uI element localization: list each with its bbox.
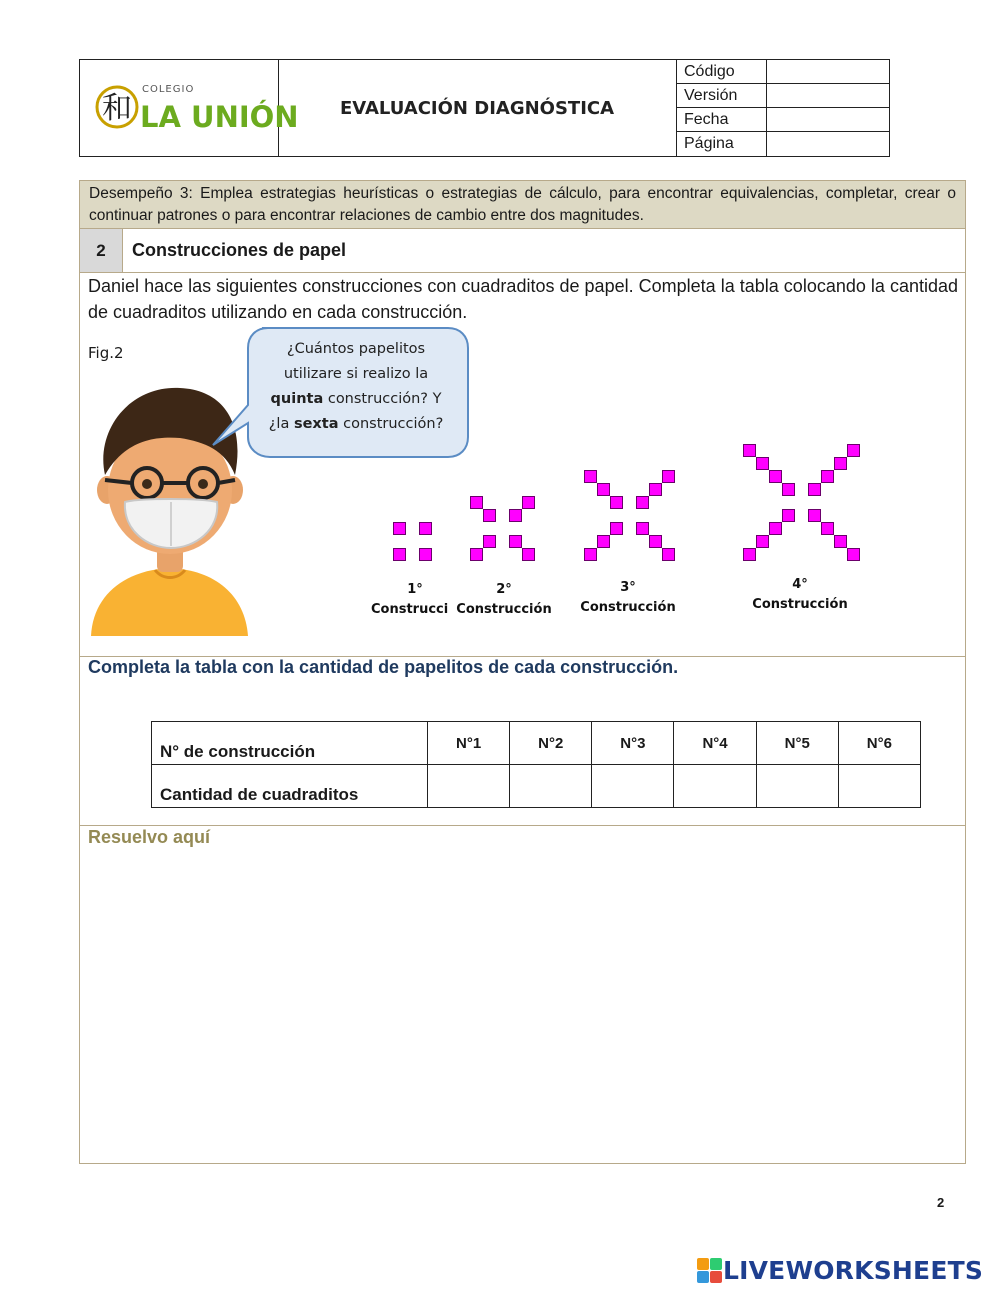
paper-square: [471, 497, 483, 509]
bubble-line: utilizare si realizo la: [283, 366, 429, 382]
paper-square: [523, 497, 535, 509]
paper-square: [770, 523, 782, 535]
paper-square: [510, 510, 522, 522]
paper-square: [420, 549, 432, 561]
speech-bubble-text: [250, 337, 462, 437]
bubble-line: ¿Cuántos papelitos: [286, 341, 426, 357]
col-header: N°1: [428, 722, 510, 765]
construction-ordinal: 4°: [792, 577, 808, 592]
bubble-text-span: ¿la: [268, 416, 294, 432]
paper-square: [744, 445, 756, 457]
paper-square: [611, 523, 623, 535]
paper-square: [848, 549, 860, 561]
work-area[interactable]: [80, 853, 965, 1163]
paper-square: [663, 471, 675, 483]
construction-2-figure: [470, 496, 535, 566]
answer-cell-5[interactable]: [756, 765, 838, 808]
construction-word: Construcción: [456, 602, 552, 617]
logo-glyph: 和: [102, 91, 132, 126]
document-title: EVALUACIÓN DIAGNÓSTICA: [278, 60, 677, 156]
meta-row-fecha: [676, 108, 890, 132]
work-area-label: Resuelvo aquí: [88, 827, 211, 847]
answer-cell-3[interactable]: [592, 765, 674, 808]
paper-square: [510, 536, 522, 548]
figure-label: Fig.2: [88, 344, 124, 362]
meta-label: Versión: [676, 84, 767, 107]
question-title: Construcciones de papel: [132, 240, 347, 260]
paper-square: [744, 549, 756, 561]
paper-square: [835, 458, 847, 470]
paper-square: [848, 445, 860, 457]
construction-3-figure: [584, 470, 675, 566]
construction-ordinal: 1°: [407, 582, 423, 597]
logo-school-small: COLEGIO: [142, 84, 195, 95]
meta-label: Código: [676, 60, 767, 83]
paper-square: [835, 536, 847, 548]
construction-1-label: [366, 580, 464, 620]
question-number: 2: [80, 229, 123, 272]
liveworksheets-wordmark: LIVEWORKSHEETS: [723, 1256, 984, 1285]
table-row: [152, 765, 921, 808]
paper-square: [484, 536, 496, 548]
document-header: [79, 59, 890, 157]
liveworksheets-icon: [697, 1258, 723, 1284]
paper-square: [598, 536, 610, 548]
answer-cell-2[interactable]: [510, 765, 592, 808]
paper-square: [471, 549, 483, 561]
paper-square: [484, 510, 496, 522]
paper-square: [420, 523, 432, 535]
page-number: 2: [937, 1195, 945, 1210]
paper-square: [637, 523, 649, 535]
construction-word: Construcción: [580, 600, 676, 615]
construction-3-svg: [584, 470, 675, 561]
divider: [80, 825, 965, 826]
construction-ordinal: 2°: [496, 582, 512, 597]
bubble-line: [250, 387, 462, 412]
paper-square: [585, 549, 597, 561]
meta-label: Página: [676, 132, 767, 156]
construction-ordinal: 3°: [620, 580, 636, 595]
logo-school-name: LA UNIÓN: [140, 100, 299, 134]
paper-square: [637, 497, 649, 509]
paper-square: [783, 510, 795, 522]
paper-square: [757, 536, 769, 548]
paper-square: [650, 536, 662, 548]
meta-row-pagina: [676, 132, 890, 156]
question-statement: Daniel hace las siguientes construcciones con cuadraditos de papel. Completa la tabla colocando la cantidad de cuadraditos utilizando en cada construcción.: [88, 276, 958, 322]
paper-square: [809, 484, 821, 496]
answer-cell-1[interactable]: [428, 765, 510, 808]
construction-4-label: [750, 575, 850, 615]
construction-2-svg: [470, 496, 535, 561]
construction-1-svg: [393, 522, 432, 561]
table-instruction: Completa la tabla con la cantidad de papelitos de cada construcción.: [88, 657, 679, 677]
meta-row-version: [676, 84, 890, 108]
col-header: N°6: [838, 722, 920, 765]
row-label-cantidad: Cantidad de cuadraditos: [152, 765, 428, 808]
construction-4-figure: [743, 444, 860, 566]
paper-square: [598, 484, 610, 496]
col-header: N°2: [510, 722, 592, 765]
construction-2-label: [454, 580, 554, 620]
construction-3-label: [578, 578, 678, 618]
meta-label: Fecha: [676, 108, 767, 131]
paper-square: [650, 484, 662, 496]
construction-4-svg: [743, 444, 860, 561]
meta-value[interactable]: [767, 108, 890, 131]
construction-1-figure: [393, 522, 432, 566]
liveworksheets-logo: [697, 1256, 983, 1285]
col-header: N°3: [592, 722, 674, 765]
answer-cell-6[interactable]: [838, 765, 920, 808]
paper-square: [822, 523, 834, 535]
col-header: N°5: [756, 722, 838, 765]
answer-table: [151, 721, 921, 808]
paper-square: [770, 471, 782, 483]
meta-value[interactable]: [767, 60, 890, 83]
paper-square: [809, 510, 821, 522]
meta-value[interactable]: [767, 84, 890, 107]
bubble-emph: sexta: [293, 416, 339, 432]
question-header: [80, 229, 965, 273]
bubble-text-span: construcción? Y: [323, 391, 442, 407]
meta-row-codigo: [676, 60, 890, 84]
bubble-emph: quinta: [270, 391, 324, 407]
paper-square: [783, 484, 795, 496]
col-header: N°4: [674, 722, 756, 765]
table-row: [152, 722, 921, 765]
construction-word: Construcci: [371, 602, 449, 617]
paper-square: [757, 458, 769, 470]
meta-value[interactable]: [767, 132, 890, 156]
bubble-line: [250, 412, 462, 437]
paper-square: [822, 471, 834, 483]
paper-square: [394, 549, 406, 561]
desempeno-text: Desempeño 3: Emplea estrategias heurísticas o estrategias de cálculo, para encontrar equivalencias, completar, crear o continuar patrones o para encontrar relaciones de cambio entre dos magnitudes.: [80, 181, 965, 229]
answer-cell-4[interactable]: [674, 765, 756, 808]
paper-square: [585, 471, 597, 483]
bubble-text-span: construcción?: [338, 416, 444, 432]
construction-word: Construcción: [752, 597, 848, 612]
paper-square: [611, 497, 623, 509]
school-logo: [80, 60, 299, 156]
row-label-construccion: N° de construcción: [152, 722, 428, 765]
paper-square: [523, 549, 535, 561]
paper-square: [394, 523, 406, 535]
paper-square: [663, 549, 675, 561]
